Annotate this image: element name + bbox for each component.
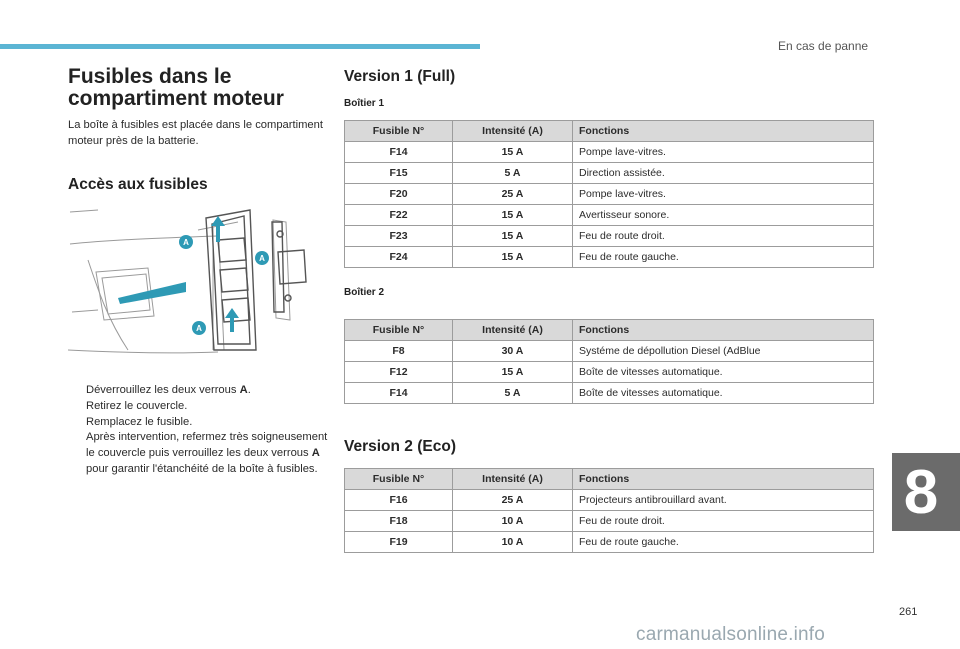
box1-fuse-table — [344, 120, 874, 268]
table-row: F14 5 A Boîte de vitesses automatique. — [345, 383, 874, 404]
chapter-title: En cas de panne — [778, 39, 869, 53]
box2-label: Boîtier 2 — [344, 287, 385, 298]
svg-text:A: A — [183, 238, 189, 247]
version2-fuse-table — [344, 468, 874, 553]
table-header-row — [345, 320, 874, 341]
column-header: Fusible N° — [345, 121, 453, 142]
svg-text:A: A — [196, 324, 202, 333]
version2-heading: Version 2 (Eco) — [344, 438, 456, 455]
table-row: F20 25 A Pompe lave-vitres. — [345, 184, 874, 205]
column-header: Fusible N° — [345, 469, 453, 490]
column-header: Intensité (A) — [453, 469, 573, 490]
box2-fuse-table — [344, 319, 874, 404]
table-row: F18 10 A Feu de route droit. — [345, 511, 874, 532]
version1-heading: Version 1 (Full) — [344, 68, 456, 85]
fuse-box-illustration — [68, 200, 330, 360]
table-row: F24 15 A Feu de route gauche. — [345, 247, 874, 268]
access-heading: Accès aux fusibles — [68, 176, 208, 193]
step-item: Retirez le couvercle. — [86, 399, 188, 412]
table-header-row — [345, 469, 874, 490]
box1-label: Boîtier 1 — [344, 98, 385, 109]
column-header: Intensité (A) — [453, 320, 573, 341]
column-header: Fusible N° — [345, 320, 453, 341]
svg-text:A: A — [259, 254, 265, 263]
column-header: Fonctions — [573, 121, 874, 142]
step-item: Déverrouillez les deux verrous A. — [86, 384, 251, 396]
table-row: F12 15 A Boîte de vitesses automatique. — [345, 362, 874, 383]
table-header-row — [345, 121, 874, 142]
table-row: F8 30 A Systéme de dépollution Diesel (AdBlue — [345, 341, 874, 362]
intro-paragraph: La boîte à fusibles est placée dans le compartiment moteur près de la batterie. — [68, 119, 323, 147]
page-heading: Fusibles dans le compartiment moteur — [68, 65, 284, 110]
top-accent-bar — [0, 44, 480, 49]
watermark: carmanualsonline.info — [636, 624, 826, 645]
table-row: F19 10 A Feu de route gauche. — [345, 532, 874, 553]
instruction-steps — [68, 383, 330, 478]
column-header: Fonctions — [573, 320, 874, 341]
table-row: F23 15 A Feu de route droit. — [345, 226, 874, 247]
table-row: F16 25 A Projecteurs antibrouillard avant. — [345, 490, 874, 511]
chapter-tab: 8 — [892, 453, 960, 531]
step-item: Après intervention, refermez très soigneusement le couvercle puis verrouillez les deux verrous A pour garantir l'étanchéité de la boîte à fusibles. — [86, 431, 328, 475]
column-header: Intensité (A) — [453, 121, 573, 142]
table-row: F15 5 A Direction assistée. — [345, 163, 874, 184]
table-row: F14 15 A Pompe lave-vitres. — [345, 142, 874, 163]
column-header: Fonctions — [573, 469, 874, 490]
table-row: F22 15 A Avertisseur sonore. — [345, 205, 874, 226]
step-item: Remplacez le fusible. — [86, 415, 193, 428]
page-number: 261 — [899, 606, 918, 618]
